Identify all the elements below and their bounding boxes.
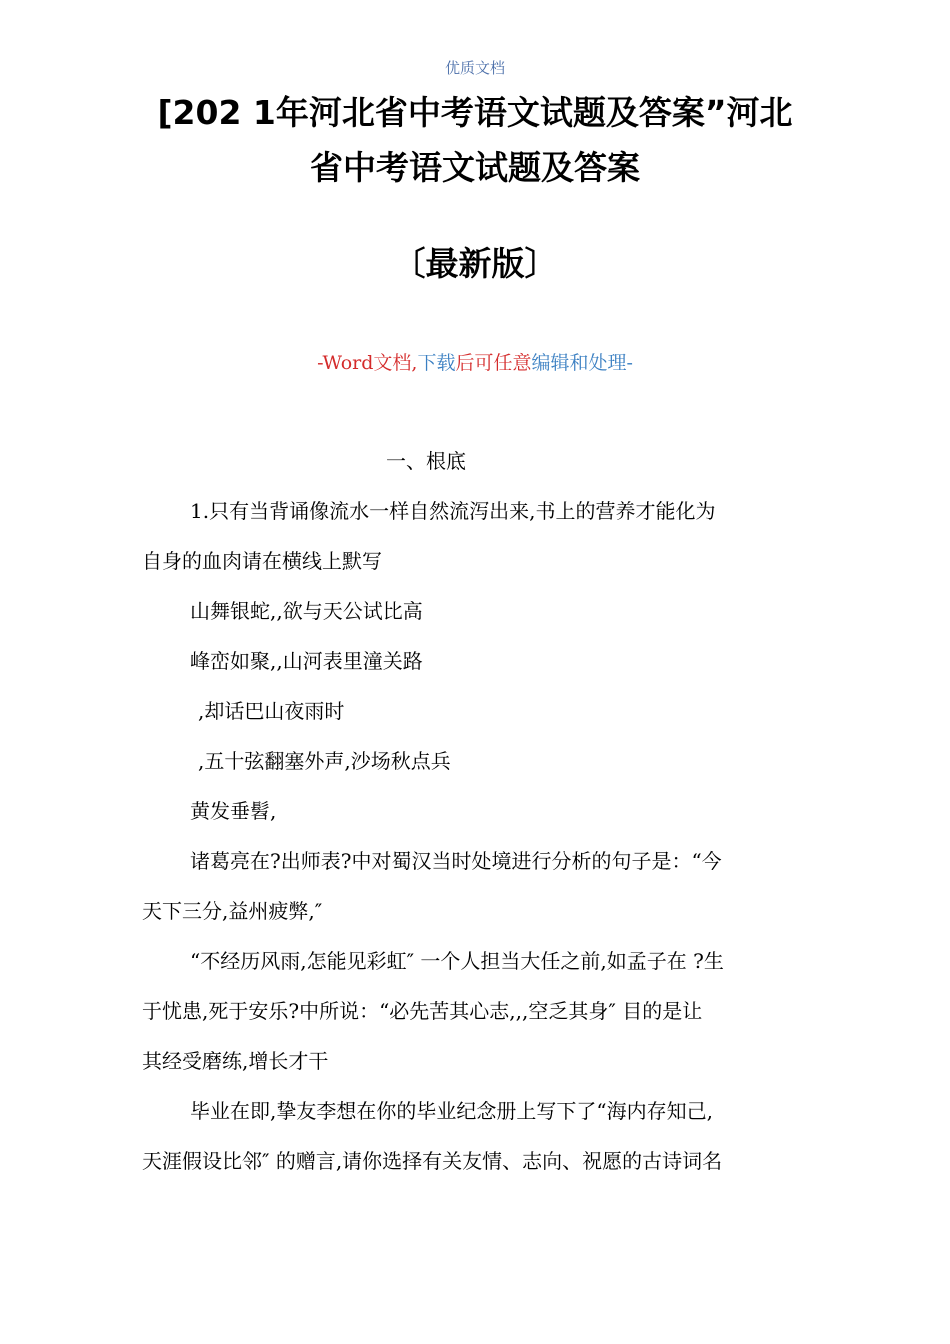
tagline-part-2: 文档, <box>373 352 418 374</box>
document-subtitle: 〔最新版〕 <box>392 244 558 283</box>
body-line: 天涯假设比邻″ 的赠言,请你选择有关友情、志向、祝愿的古诗词名 <box>142 1149 723 1173</box>
body-line: 诸葛亮在?出师表?中对蜀汉当时处境进行分析的句子是：“今 <box>190 849 722 873</box>
title-line-1: [202 1年河北省中考语文试题及答案”河北 <box>157 93 793 132</box>
tagline-part-1: -Word <box>317 352 374 374</box>
document-body <box>142 436 822 1186</box>
tagline-part-3: 下载 <box>417 352 456 374</box>
body-line: 于忧患,死于安乐?中所说：“必先苦其心志,,,空乏其身″ 目的是让 <box>142 999 703 1023</box>
body-line: 山舞银蛇,,欲与天公试比高 <box>190 599 423 623</box>
edit-tagline <box>0 348 950 375</box>
body-line: 其经受磨练,增长才干 <box>142 1049 329 1073</box>
tagline-part-6: 处理- <box>588 352 633 374</box>
page-header: 优质文档 <box>444 59 505 77</box>
body-line: “不经历风雨,怎能见彩虹″ 一个人担当大任之前,如孟子在 ?生 <box>190 949 724 973</box>
tagline-part-5: 编辑和 <box>531 352 589 374</box>
document-title <box>130 85 820 195</box>
section-heading: 一、根底 <box>386 449 466 473</box>
body-line: 黄发垂髫, <box>190 799 277 823</box>
title-line-2: 省中考语文试题及答案 <box>310 148 640 187</box>
body-line: ,五十弦翻塞外声,沙场秋点兵 <box>198 749 451 773</box>
body-line: 自身的血肉请在横线上默写 <box>142 549 382 573</box>
body-line: ,却话巴山夜雨时 <box>198 699 345 723</box>
body-line: 峰峦如聚,,山河表里潼关路 <box>190 649 423 673</box>
body-line: 毕业在即,挚友李想在你的毕业纪念册上写下了“海内存知己, <box>190 1099 713 1123</box>
tagline-part-4: 后可任意 <box>455 352 532 374</box>
body-line: 1.只有当背诵像流水一样自然流泻出来,书上的营养才能化为 <box>190 499 716 523</box>
body-line: 天下三分,益州疲弊,″ <box>142 899 323 923</box>
